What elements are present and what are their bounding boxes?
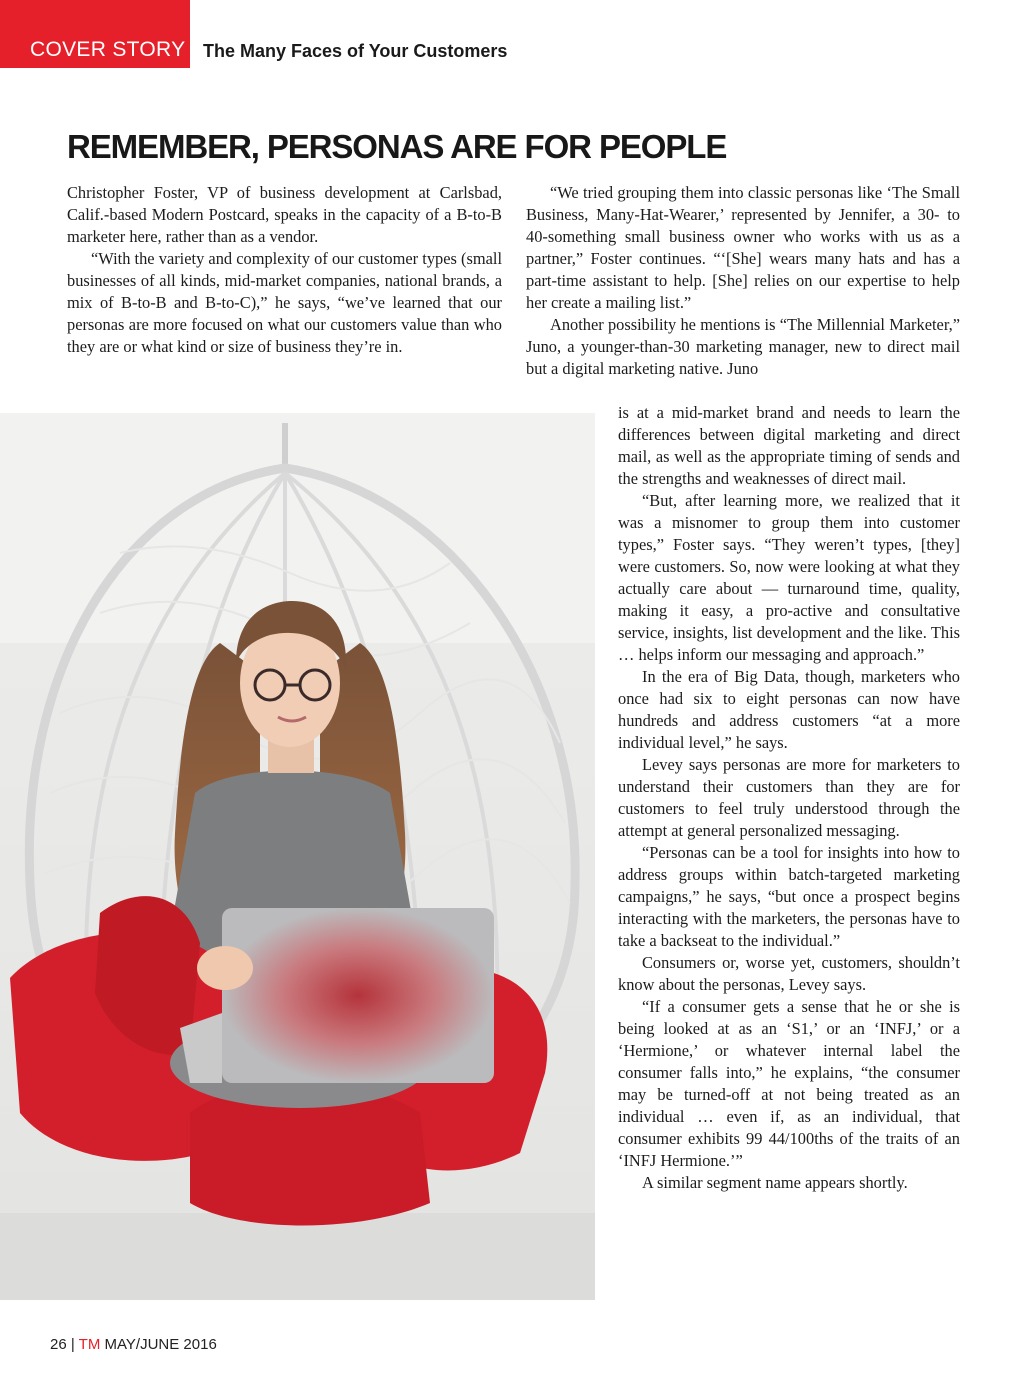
article-headline: REMEMBER, PERSONAS ARE FOR PEOPLE [67, 128, 727, 165]
page-footer [50, 1336, 217, 1353]
paragraph: Christopher Foster, VP of business development at Carlsbad, Calif.-based Modern Postcard, speaks in the capacity of a B-to-B marketer here, rather than as a vendor. [67, 183, 502, 246]
left-column [67, 182, 502, 358]
paragraph: “If a consumer gets a sense that he or she is being looked at as an ‘S1,’ or an ‘INFJ,’ or a ‘Hermione,’ or whatever internal label the consumer falls into,” he explains, “the consumer may be turned-off at not being treated as an individual … even if, as an individual, that consumer exhibits 99 44/100ths of the traits of an ‘INFJ Hermione.’” [618, 997, 960, 1170]
issue-date: MAY/JUNE 2016 [104, 1336, 217, 1353]
magazine-brand: TM [78, 1336, 101, 1353]
paragraph: “With the variety and complexity of our customer types (small businesses of all kinds, mid-market companies, national brands, a mix of B-to-B and B-to-C),” he says, “we’ve learned that our personas are more focused on what our customers value than who they are or what kind or size of business they’re in. [67, 249, 502, 356]
right-column-bottom [618, 402, 960, 1194]
page-number: 26 [50, 1336, 67, 1353]
woman-in-hanging-chair-illustration [0, 413, 595, 1300]
section-label: COVER STORY [30, 38, 186, 61]
section-tab [0, 0, 190, 68]
paragraph: Another possibility he mentions is “The Millennial Marketer,” Juno, a younger-than-30 marketing manager, new to direct mail but a digital marketing native. Juno [526, 315, 960, 378]
paragraph: “But, after learning more, we realized that it was a misnomer to group them into customer types,” Foster says. “They weren’t types, [they] were customers. So, now were looking at what they actually care about — turnaround time, quality, making it easy, a pro-active and consultative service, insights, list development and the like. This … helps inform our messaging and approach.” [618, 491, 960, 664]
right-column-top [526, 182, 960, 380]
paragraph: Levey says personas are more for marketers to understand their customers than they are for customers to feel truly understood through the attempt at general personalized messaging. [618, 755, 960, 840]
paragraph: “We tried grouping them into classic personas like ‘The Small Business, Many-Hat-Wearer,’ represented by Jennifer, a 30- to 40-something small business owner who works with us as a partner,” Foster continues. “‘[She] wears many hats and has a part-time assistant to help. [She] relies on our expertise to help her create a mailing list.” [526, 183, 960, 312]
paragraph: is at a mid-market brand and needs to learn the differences between digital marketing and direct mail, as well as the appropriate timing of sends and the strengths and weaknesses of direct mail. [618, 403, 960, 488]
paragraph: “Personas can be a tool for insights into how to address groups within batch-targeted marketing campaigns,” he says, “but once a prospect begins interacting with the marketers, the personas have to take a backseat to the individual.” [618, 843, 960, 950]
paragraph: In the era of Big Data, though, marketers who once had six to eight personas can now have hundreds and address customers “at a more individual level,” he says. [618, 667, 960, 752]
paragraph: Consumers or, worse yet, customers, shouldn’t know about the personas, Levey says. [618, 953, 960, 994]
article-photo [0, 413, 595, 1300]
footer-separator: | [70, 1336, 75, 1353]
section-subtitle: The Many Faces of Your Customers [203, 41, 508, 61]
paragraph: A similar segment name appears shortly. [642, 1173, 908, 1192]
